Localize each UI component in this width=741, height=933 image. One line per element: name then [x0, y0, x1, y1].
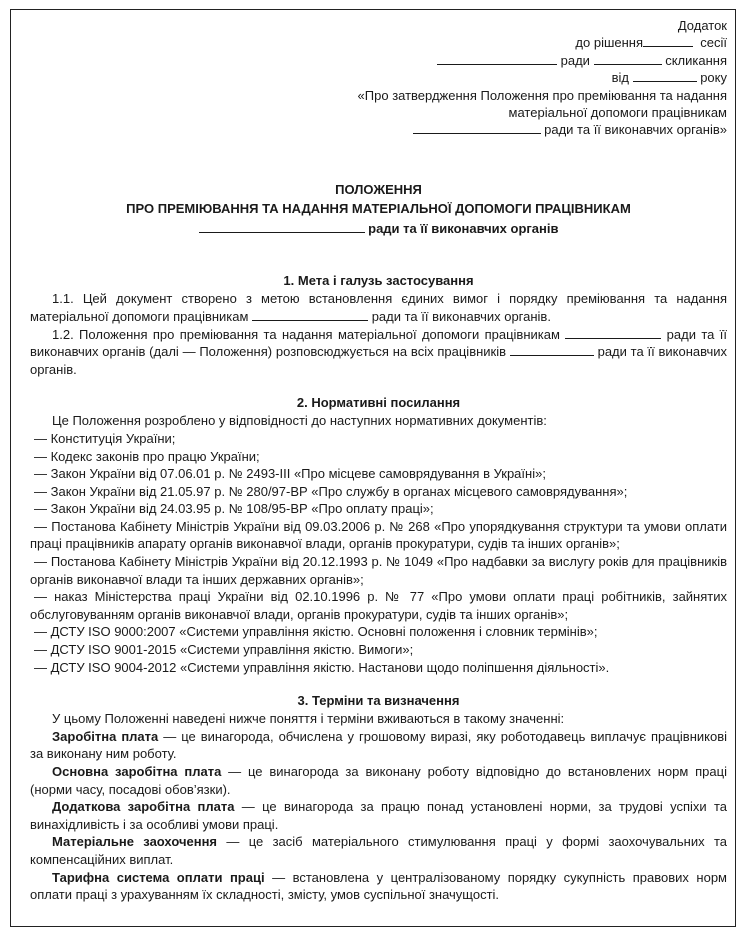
- blank-field[interactable]: [510, 343, 594, 356]
- addendum-line-6: матеріальної допомоги працівникам: [508, 105, 727, 121]
- addendum-line-5: «Про затвердження Положення про преміювання та надання: [357, 87, 727, 103]
- title-line-1: ПОЛОЖЕННЯ: [335, 181, 422, 197]
- title-line-3: ради та її виконавчих органів: [30, 219, 727, 239]
- blank-field[interactable]: [413, 121, 541, 134]
- blank-field[interactable]: [565, 326, 661, 339]
- blank-field[interactable]: [252, 308, 368, 321]
- addendum-line-1: Додаток: [677, 18, 727, 33]
- reference-item: — Закон України від 24.03.95 р. № 108/95-ВР «Про оплату праці»;: [34, 501, 434, 517]
- references-list: [30, 430, 727, 676]
- blank-field[interactable]: [633, 69, 697, 82]
- document-title: [30, 180, 727, 239]
- term-definition: [30, 763, 727, 798]
- section-1-heading: 1. Мета і галузь застосування: [283, 273, 474, 289]
- reference-item: — Кодекс законів про працю України;: [34, 448, 260, 464]
- term-definition: [30, 728, 727, 763]
- reference-item: — Постанова Кабінету Міністрів України від 09.03.2006 р. № 268 «Про упорядкування структури та умови оплати праці працівників апарату органів виконавчої влади, органів прокуратури, судів та інших органів»;: [30, 518, 727, 552]
- reference-item: — ДСТУ ISO 9000:2007 «Системи управління якістю. Основні положення і словник термінів»;: [34, 624, 598, 640]
- reference-item: — Конституція України;: [34, 430, 176, 446]
- reference-item: — ДСТУ ISO 9001-2015 «Системи управління якістю. Вимоги»;: [34, 642, 414, 658]
- document-page: [30, 17, 727, 904]
- addendum-line-7: ради та її виконавчих органів»: [30, 121, 727, 138]
- term-text: — встановлена у централізованому порядку сукупність правових норм оплати праці з урахуванням їх складності, змісту, умов суспільної значущості.: [30, 869, 727, 903]
- term-text: — це винагорода за працю понад установлені норми, за трудові успіхи та винахідливість і за особливі умови праці.: [30, 799, 727, 832]
- reference-item: — ДСТУ ISO 9004-2012 «Системи управління якістю. Настанови щодо поліпшення діяльності».: [34, 659, 610, 675]
- addendum-line-3: ради скликання: [30, 52, 727, 69]
- paragraph-1-2: 1.2. Положення про преміювання та надання матеріальної допомоги працівникам ради та її виконавчих органів (далі — Положення) розповсюджується на всіх працівників ради та її виконавчих органів.: [30, 326, 727, 377]
- addendum-block: [30, 17, 727, 139]
- section-2-intro: Це Положення розроблено у відповідності до наступних нормативних документів:: [52, 413, 547, 429]
- addendum-line-2: до рішення сесії: [575, 35, 727, 51]
- term-name: Тарифна система оплати праці: [52, 869, 265, 885]
- term-definition: [30, 833, 727, 868]
- term-name: Додаткова заробітна плата: [52, 799, 235, 815]
- blank-field[interactable]: [643, 34, 693, 47]
- blank-field[interactable]: [594, 52, 662, 65]
- term-name: Заробітна плата: [52, 728, 159, 744]
- term-text: — це винагорода, обчислена у грошовому виразі, яку роботодавець виплачує працівникові за виконану ним роботу.: [30, 728, 727, 762]
- section-3-heading: 3. Терміни та визначення: [297, 693, 460, 709]
- title-line-2: ПРО ПРЕМІЮВАННЯ ТА НАДАННЯ МАТЕРІАЛЬНОЇ ДОПОМОГИ ПРАЦІВНИКАМ: [126, 201, 631, 217]
- term-name: Матеріальне заохочення: [52, 834, 218, 850]
- term-name: Основна заробітна плата: [52, 764, 222, 779]
- reference-item: — Постанова Кабінету Міністрів України від 20.12.1993 р. № 1049 «Про надбавки за вислугу років для працівників органів виконавчої влади та інших державних органів»;: [30, 554, 727, 587]
- addendum-line-4: від року: [611, 70, 727, 86]
- term-text: — це винагорода за виконану роботу відповідно до встановлених норм праці (норми часу, посадові обов’язки).: [30, 764, 727, 797]
- blank-field[interactable]: [199, 220, 365, 233]
- reference-item: — Закон України від 21.05.97 р. № 280/97-ВР «Про службу в органах місцевого самоврядування»;: [34, 483, 628, 499]
- section-3-intro: У цьому Положенні наведені нижче поняття і терміни вживаються в такому значенні:: [52, 711, 565, 727]
- term-definition: [30, 869, 727, 904]
- paragraph-1-1: 1.1. Цей документ створено з метою встановлення єдиних вимог і порядку преміювання та надання матеріальної допомоги працівникам ради та її виконавчих органів.: [30, 291, 727, 324]
- section-2-heading: 2. Нормативні посилання: [296, 395, 461, 411]
- term-definition: [30, 798, 727, 833]
- blank-field[interactable]: [437, 52, 557, 65]
- reference-item: — Закон України від 07.06.01 р. № 2493-III «Про місцеве самоврядування в Україні»;: [34, 466, 546, 482]
- term-text: — це засіб матеріального стимулювання праці у формі заохочувальних та компенсаційних виплат.: [30, 834, 727, 867]
- reference-item: — наказ Міністерства праці України від 02.10.1996 р. № 77 «Про умови оплати праці робітників, зайнятих обслуговуванням органів виконавчої влади, органів прокуратури, судів та інших органів»;: [30, 589, 727, 622]
